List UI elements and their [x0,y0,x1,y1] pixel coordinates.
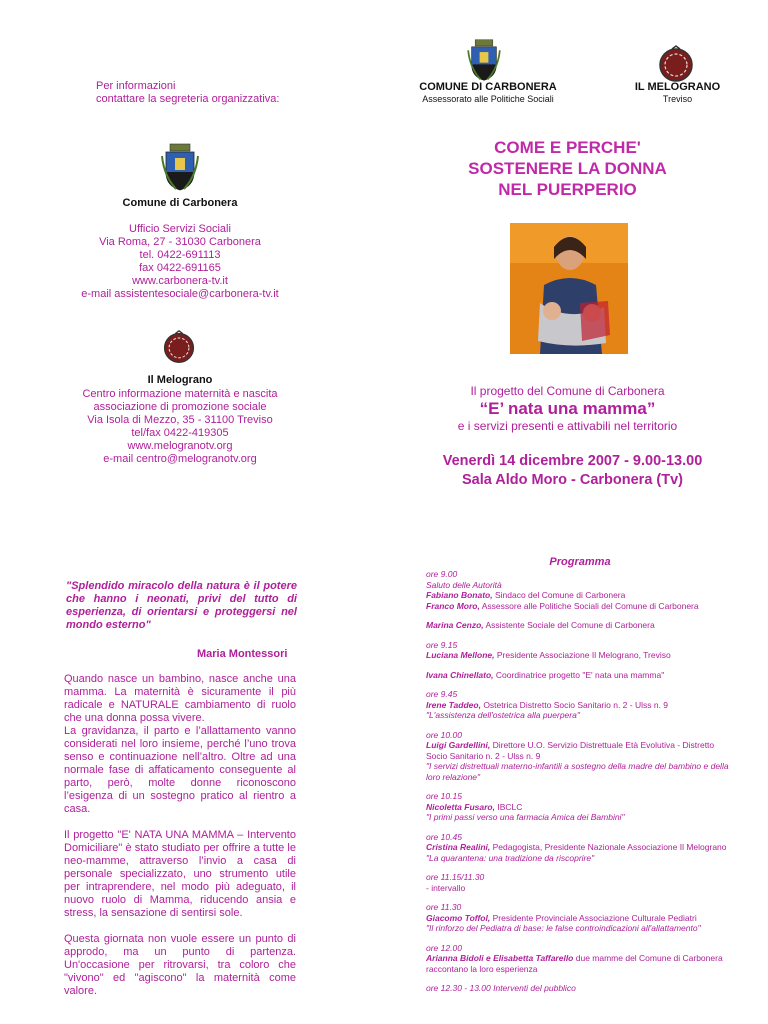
event-date: Venerdì 14 dicembre 2007 - 9.00-13.00 [442,453,703,469]
programma-line [426,913,731,924]
speaker-role: Coordinatrice progetto "E' nata una mamma" [493,669,665,680]
speaker-role: Sindaco del Comune di Carbonera [492,590,626,600]
programma-time: ore 9.00 [426,569,458,579]
programma-item [426,730,731,783]
programma-line [426,853,731,864]
event-venue: Sala Aldo Moro - Carbonera (Tv) [461,472,683,488]
programma-item [426,569,731,611]
programma-line [426,670,731,681]
programma-time: ore 11.30 [426,902,462,912]
programma-time: ore 11.15/11.30 [426,872,485,882]
speaker-name: Arianna Bidoli e Elisabetta Taffarello [426,953,574,963]
montessori-quote: "Splendido miracolo della natura è il potere che hanno i neonati, privi del tutto di esperienza, di orientarsi e proteggersi nel mondo esterno" [66,580,297,631]
info-line-1: Per informazioni [96,80,176,92]
melograno-header [620,81,735,105]
programma-line [426,883,731,894]
info-intro [96,80,316,106]
speaker-role: due mamme del Comune di Carbonera raccontano la loro esperienza [426,953,723,974]
event-title-line-1: COME E PERCHE' [494,138,641,157]
programma-time: ore 12.00 [426,942,462,953]
comune-address: Via Roma, 27 - 31030 Carbonera [99,236,261,248]
speaker-name: Saluto delle Autorità [426,579,502,590]
comune-crest-icon [161,142,199,197]
programma-item [426,902,731,934]
speaker-role: "Il rinforzo del Pediatra di base: le false controindicazioni all'allattamento" [426,923,701,933]
services-line: e i servizi presenti e attivabili nel territorio [457,419,678,433]
programma-item [426,689,731,721]
programma-line [426,580,731,591]
programma-item [426,791,731,823]
programma-item [426,872,731,893]
melograno-header-title: IL MELOGRANO [634,81,721,93]
comune-website-link[interactable]: www.carbonera-tv.it [132,275,228,287]
programma-line [426,842,731,853]
speaker-role: "I primi passi verso una farmacia Amica dei Bambini" [426,812,625,822]
comune-fax: fax 0422-691165 [139,262,221,274]
programma-item [426,832,731,864]
comune-header-subtitle: Assessorato alle Politiche Sociali [422,94,554,104]
info-line-2: contattare la segreteria organizzativa: [96,93,280,105]
melograno-website-link[interactable]: www.melogranotv.org [127,440,233,452]
speaker-name: Marina Cenzo, [426,620,484,630]
speaker-name: Cristina Realini, [426,842,491,852]
speaker-name: Giacomo Toffol, [426,912,491,923]
speaker-name: Fabiano Bonato, [426,590,493,600]
programma-item [426,640,731,661]
speaker-role: Pedagogista, Presidente Nazionale Associazione Il Melograno [490,842,727,852]
speaker-role: Assessore alle Politiche Sociali del Comune di Carbonera [479,600,699,611]
melograno-assoc: associazione di promozione sociale [93,401,267,413]
intro-paragraph-2: La gravidanza, il parto e l’allattamento vanno considerati nel loro insieme, perché l’uno trova senso e continuazione nell’altro. Oltre ad una normale fase di affaticamento conseguente al parto, però, molte donne riconoscono l’esigenza di un sostegno pratico al rientro a casa. [64,725,296,815]
speaker-role: Presidente Provinciale Associazione Culturale Pediatri [490,912,697,923]
melograno-title: Il Melograno [147,374,213,386]
melograno-header-subtitle: Treviso [662,94,693,104]
programma-line [426,923,731,934]
event-title-line-3: NEL PUERPERIO [498,180,637,199]
event-title-line-2: SOSTENERE LA DONNA [468,159,667,178]
event-title [430,137,705,200]
intro-text [64,673,296,998]
programma-line [426,740,731,761]
intro-paragraph-3: Il progetto "E' NATA UNA MAMMA – Intervento Domiciliare" è stato studiato per offrire a tutte le neo-mamme, attraverso l’invio a casa di personale specializzato, uno strumento utile per intraprendere, nel modo più adeguato, il nuovo ruolo di Mamma, riducendo ansia e stress, la sensazione di sentirsi sole. [64,829,296,919]
programma-line [426,953,731,974]
speaker-name: Luciana Mellone, [426,650,495,660]
project-block [430,384,705,433]
melograno-contact-block [50,388,310,466]
project-line: Il progetto del Comune di Carbonera [470,384,665,398]
intro-paragraph-4: Questa giornata non vuole essere un punto di approdo, ma un punto di partenza. Un'occasione per ritrovarsi, tra coloro che "vivono" ed "agiscono" la maternità come valore. [64,933,296,997]
melograno-desc: Centro informazione maternità e nascita [82,388,278,400]
melograno-phone: tel/fax 0422-419305 [131,427,229,439]
programma-item [426,943,731,975]
comune-office: Ufficio Servizi Sociali [129,223,231,235]
programma-line [426,620,731,631]
programma-item [426,670,731,681]
programma-line [426,601,731,612]
mother-baby-photo [510,223,628,354]
melograno-email-link[interactable]: e-mail centro@melogranotv.org [103,453,257,465]
programma-item [426,983,731,994]
programma-heading: Programma [549,556,611,568]
programma-line [426,812,731,823]
melograno-logo-icon [161,329,197,370]
comune-phone: tel. 0422-691113 [139,249,221,261]
comune-header-title: COMUNE DI CARBONERA [419,81,557,93]
speaker-name: Luigi Gardellini, [426,740,491,750]
speaker-role: Direttore U.O. Servizio Distrettuale Età Evolutiva - Distretto Socio Sanitario n. 2 - Ulss n. 9 [426,740,715,761]
melograno-address: Via Isola di Mezzo, 35 - 31100 Treviso [87,414,273,426]
programma-time: ore 10.45 [426,831,462,842]
programma-item [426,620,731,631]
programma-line [426,710,731,721]
programma-time: ore 12.30 - 13.00 Interventi del pubblico [426,983,576,993]
comune-header [408,81,568,105]
event-when-where [410,452,735,490]
speaker-name: Franco Moro, [426,600,480,611]
programma-line [426,802,731,813]
comune-email-link[interactable]: e-mail assistentesociale@carbonera-tv.it [81,288,279,300]
quote-author: Maria Montessori [197,648,288,660]
programma-line [426,761,731,782]
programma-line [426,590,731,601]
speaker-name: Ivana Chinellato, [426,669,494,680]
intro-paragraph-1: Quando nasce un bambino, nasce anche una mamma. La maternità è sicuramente il più radicale e NATURALE cambiamento di ruolo che una donna possa vivere. [64,673,296,724]
comune-title: Comune di Carbonera [122,197,238,209]
speaker-role: "L'assistenza dell'ostetrica alla puerpera" [426,710,580,720]
programma-time: ore 10.15 [426,791,462,801]
programma-line [426,700,731,711]
programma-time: ore 9.45 [426,689,458,699]
speaker-role: IBCLC [494,801,523,812]
programma-line [426,650,731,661]
project-name: “E’ nata una mamma” [479,399,656,418]
speaker-role: Assistente Sociale del Comune di Carbonera [483,620,655,630]
speaker-name: Irene Taddeo, [426,699,481,710]
programma-time: ore 10.00 [426,729,462,740]
programma-time: ore 9.15 [426,639,458,650]
speaker-role: Ostetrica Distretto Socio Sanitario n. 2 - Ulss n. 9 [480,699,669,710]
speaker-name: Nicoletta Fusaro, [426,801,495,812]
speaker-role: "La quarantena: una tradizione da riscoprire" [426,852,595,863]
comune-header-crest-icon [467,38,501,87]
speaker-role: - intervallo [426,882,466,893]
programma-list [426,569,731,1003]
speaker-role: Presidente Associazione Il Melograno, Treviso [494,650,671,660]
comune-contact-block [60,223,300,301]
speaker-role: "I servizi distrettuali materno-infantili a sostegno della madre del bambino e della loro relazione" [426,761,729,782]
